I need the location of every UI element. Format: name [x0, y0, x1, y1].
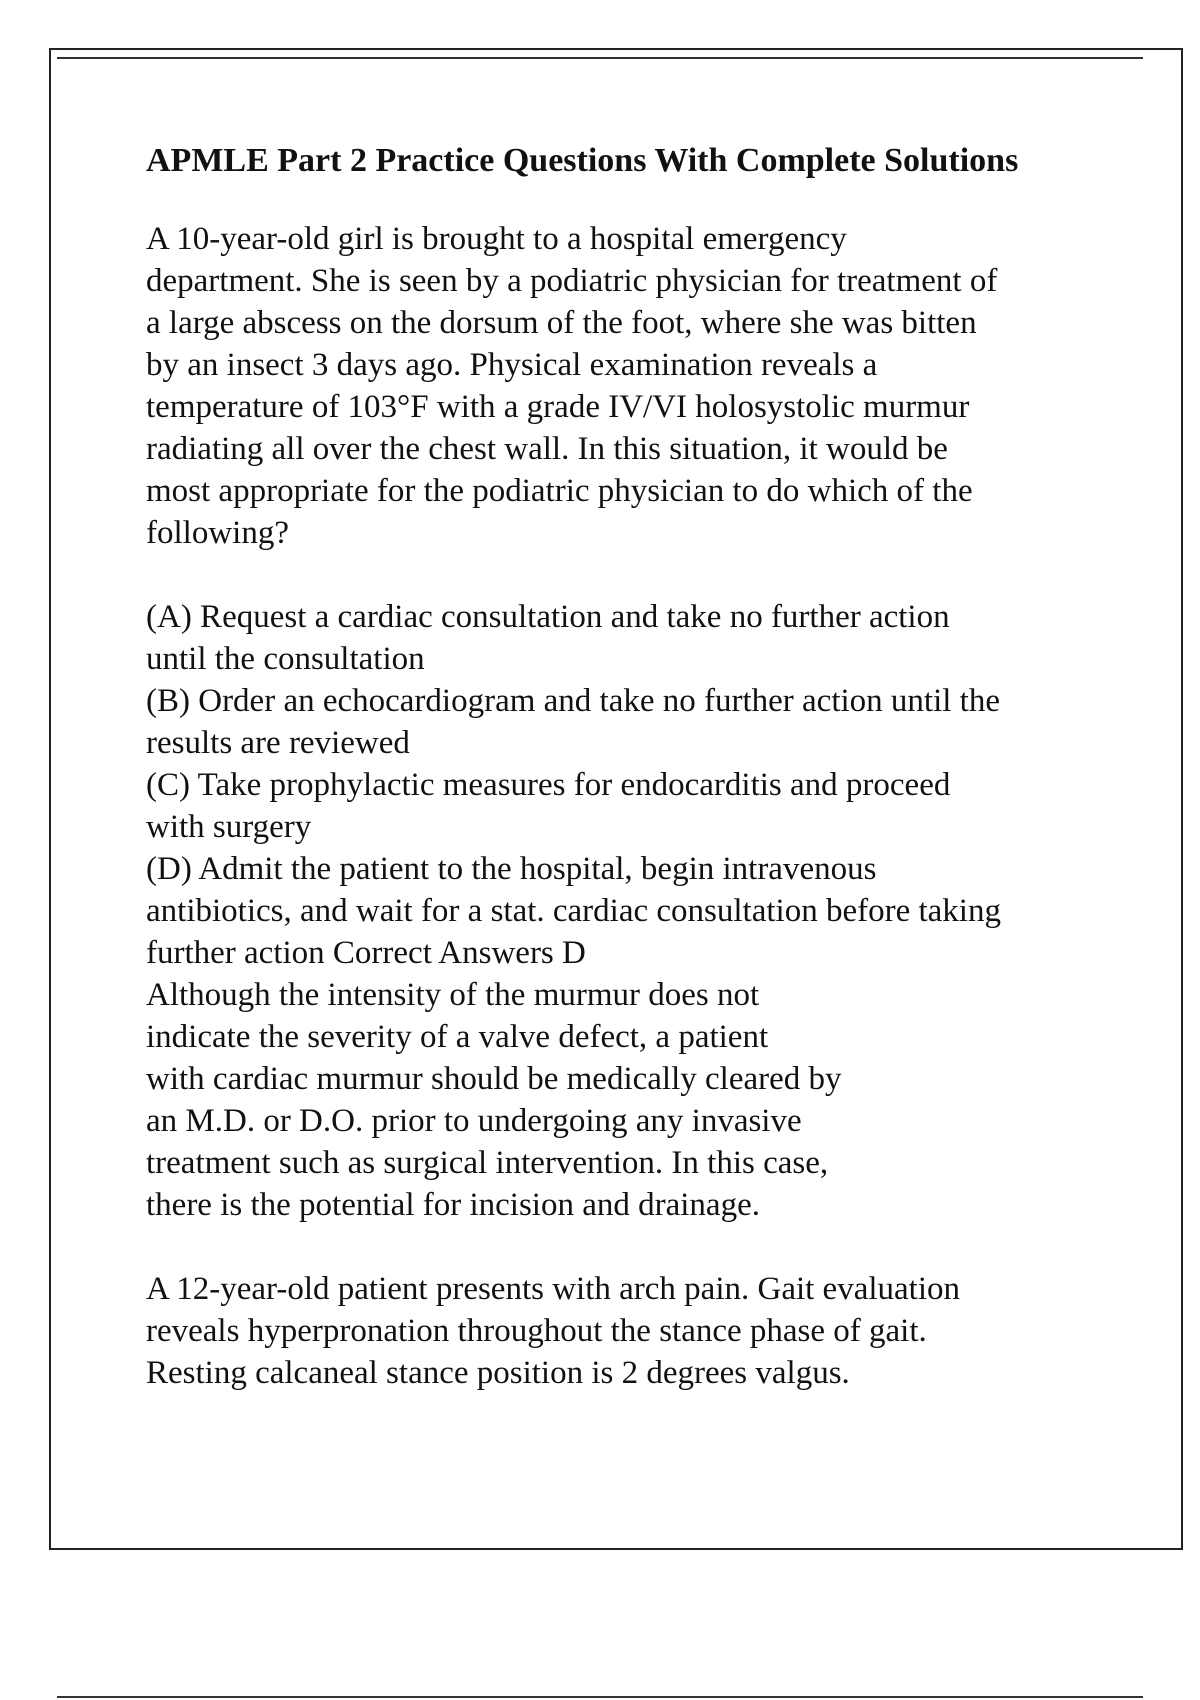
- option-c-line: (C) Take prophylactic measures for endocarditis and proceed: [146, 767, 951, 803]
- paragraph-spacer: [146, 554, 1146, 596]
- text-line: radiating all over the chest wall. In this situation, it would be: [146, 431, 948, 467]
- text-line: department. She is seen by a podiatric physician for treatment of: [146, 263, 998, 299]
- question-1-explanation: [146, 974, 1146, 1226]
- document-body: [146, 140, 1146, 1394]
- option-d-line: antibiotics, and wait for a stat. cardiac consultation before taking: [146, 893, 1001, 929]
- text-line: following?: [146, 515, 289, 551]
- question-1-stem: [146, 218, 1146, 554]
- footer-rule: [57, 1696, 1143, 1698]
- option-a-line: until the consultation: [146, 641, 425, 677]
- text-line: reveals hyperpronation throughout the stance phase of gait.: [146, 1313, 927, 1349]
- option-b-line: results are reviewed: [146, 725, 410, 761]
- text-line: by an insect 3 days ago. Physical examination reveals a: [146, 347, 878, 383]
- text-line: A 12-year-old patient presents with arch pain. Gait evaluation: [146, 1271, 960, 1307]
- explanation-line: there is the potential for incision and drainage.: [146, 1187, 760, 1223]
- option-a-line: (A) Request a cardiac consultation and take no further action: [146, 599, 950, 635]
- explanation-line: treatment such as surgical intervention. In this case,: [146, 1145, 829, 1181]
- paragraph-spacer: [146, 1226, 1146, 1268]
- text-line: most appropriate for the podiatric physician to do which of the: [146, 473, 973, 509]
- option-b-line: (B) Order an echocardiogram and take no further action until the: [146, 683, 1000, 719]
- text-line: Resting calcaneal stance position is 2 degrees valgus.: [146, 1355, 850, 1391]
- question-1-options: [146, 596, 1146, 974]
- correct-answer-line: further action Correct Answers D: [146, 935, 586, 971]
- option-c-line: with surgery: [146, 809, 312, 845]
- explanation-line: Although the intensity of the murmur does not: [146, 977, 760, 1013]
- explanation-line: with cardiac murmur should be medically cleared by: [146, 1061, 842, 1097]
- text-line: A 10-year-old girl is brought to a hospital emergency: [146, 221, 847, 257]
- text-line: temperature of 103°F with a grade IV/VI holosystolic murmur: [146, 389, 970, 425]
- text-line: a large abscess on the dorsum of the foot, where she was bitten: [146, 305, 977, 341]
- header-rule: [57, 57, 1143, 59]
- option-d-line: (D) Admit the patient to the hospital, begin intravenous: [146, 851, 877, 887]
- explanation-line: an M.D. or D.O. prior to undergoing any invasive: [146, 1103, 802, 1139]
- document-title: APMLE Part 2 Practice Questions With Complete Solutions: [146, 142, 1019, 179]
- question-2-stem: [146, 1268, 1146, 1394]
- explanation-line: indicate the severity of a valve defect, a patient: [146, 1019, 769, 1055]
